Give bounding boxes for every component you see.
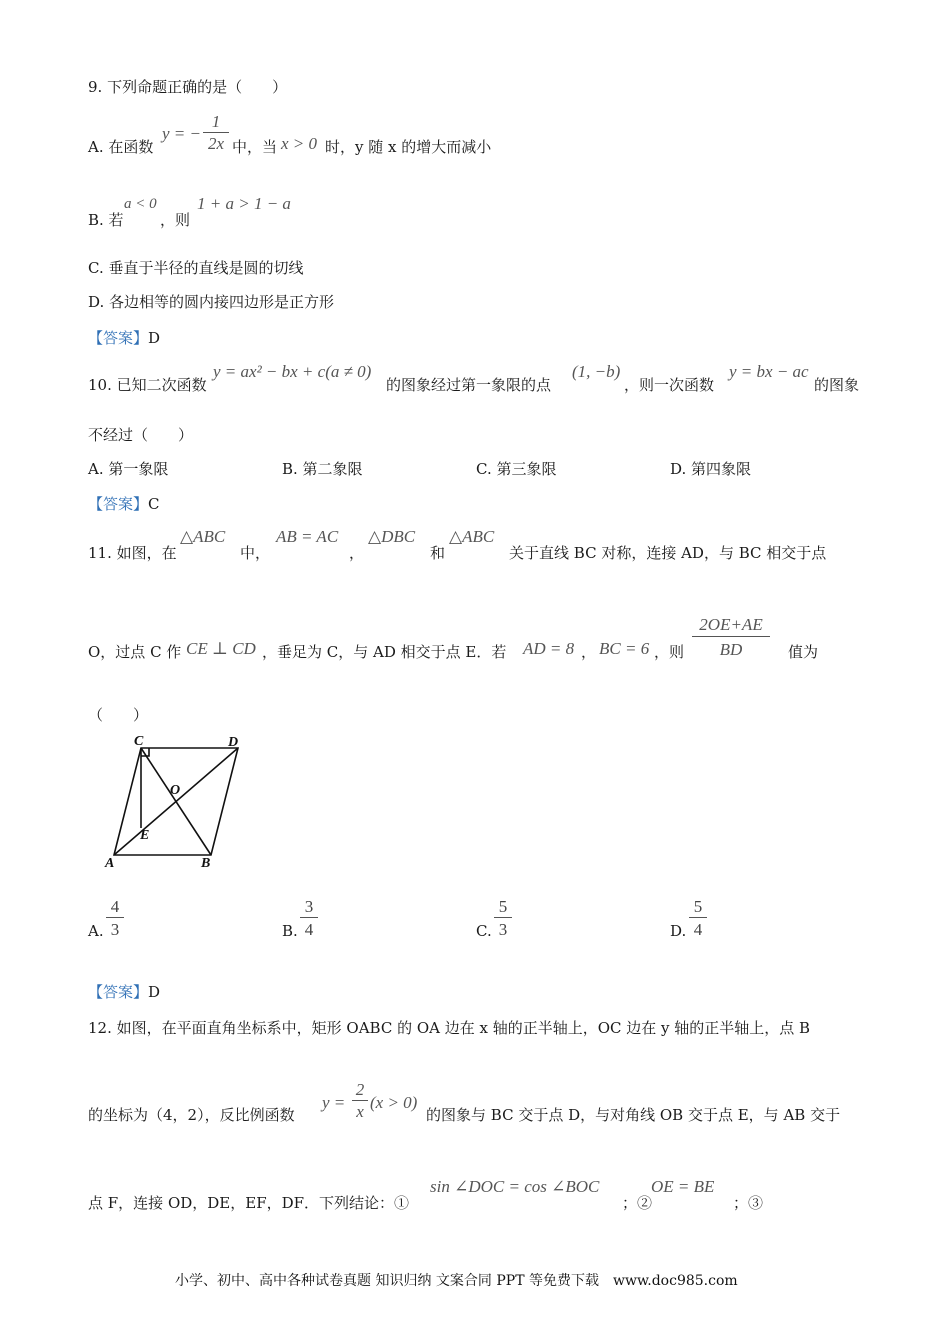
q10-option-c: C. 第三象限 [476, 460, 557, 478]
q11-answer-tag: 【答案】 [88, 983, 149, 1001]
q12-func-den: x [356, 1102, 364, 1121]
q9-answer-value: D [148, 329, 161, 347]
q11-triangle-abc-1: △ABC [180, 527, 226, 546]
label-d: D [228, 735, 239, 750]
q11-line1-p1: 11. 如图，在 [88, 544, 177, 562]
q11-option-c-num: 5 [494, 896, 512, 918]
q11-option-d-num: 5 [689, 896, 707, 918]
q12-line2-suffix: 的图象与 BC 交于点 D，与对角线 OB 交于点 E，与 AB 交于 [426, 1106, 841, 1124]
q10-point: (1, −b) [572, 362, 621, 381]
label-o: O [170, 783, 181, 798]
q12-func-condition: (x > 0) [370, 1093, 418, 1112]
q11-ratio-denominator: BD [719, 640, 743, 659]
q12-conclusion-2: OE = BE [651, 1177, 715, 1196]
q11-ad-eq-8: AD = 8 [523, 639, 575, 658]
q11-option-a-num: 4 [106, 896, 124, 918]
q11-option-a-label: A. [88, 922, 104, 940]
q11-figure [100, 735, 260, 870]
q12-line3-suffix: ；③ [733, 1194, 764, 1212]
q11-option-c-label: C. [476, 922, 492, 940]
q9-option-b-prefix: B. 若 [88, 211, 124, 229]
q9-option-a-suffix: 时，y 随 x 的增大而减小 [325, 138, 492, 156]
q10-stem-line2: 不经过（ ） [88, 426, 194, 444]
label-c: C [134, 735, 144, 749]
q9-option-a-frac-den: 2x [207, 134, 225, 153]
q9-option-c: C. 垂直于半径的直线是圆的切线 [88, 259, 304, 277]
q10-stem-prefix: 10. 已知二次函数 [88, 376, 207, 394]
q11-option-b-den: 4 [304, 920, 314, 939]
q9-option-a-frac-num: 1 [203, 112, 229, 133]
q12-func-fraction [352, 1080, 368, 1123]
q10-stem-suffix: 的图象 [814, 376, 860, 394]
q12-line2-prefix: 的坐标为（4，2），反比例函数 [88, 1106, 295, 1124]
label-e: E [140, 828, 150, 843]
q9-answer-tag: 【答案】 [88, 329, 149, 347]
q12-line3-prefix: 点 F，连接 OD，DE，EF，DF．下列结论：① [88, 1194, 410, 1212]
q10-stem-mid2: ，则一次函数 [624, 376, 715, 394]
q9-stem: 9. 下列命题正确的是（ ） [88, 78, 288, 96]
q11-ratio-fraction [692, 614, 770, 663]
q11-line2-p1: O，过点 C 作 [88, 643, 182, 661]
q9-option-d: D. 各边相等的圆内接四边形是正方形 [88, 293, 335, 311]
q11-line1-p3: ， [349, 544, 365, 562]
q10-answer-tag: 【答案】 [88, 495, 149, 513]
q10-stem-mid: 的图象经过第一象限的点 [386, 376, 552, 394]
q11-bc-eq-6: BC = 6 [599, 639, 650, 658]
q9-option-b-condition: a < 0 [124, 196, 157, 212]
q11-line2-p3: ， [581, 643, 597, 661]
q9-option-a-condition: x > 0 [281, 134, 318, 153]
q10-quadratic-function: y = ax² − bx + c(a ≠ 0) [213, 362, 372, 381]
q11-option-a-fraction [106, 896, 124, 941]
q9-option-a-math-lhs: y = − [162, 124, 201, 143]
q11-option-b-label: B. [282, 922, 298, 940]
q11-line1-p5: 关于直线 BC 对称，连接 AD，与 BC 相交于点 [509, 544, 827, 562]
q9-option-b-mid: ，则 [160, 211, 191, 229]
q11-line2-p2: ，垂足为 C，与 AD 相交于点 E．若 [262, 643, 507, 661]
q11-ab-eq-ac: AB = AC [276, 527, 339, 546]
q12-conclusion-1: sin ∠DOC = cos ∠BOC [430, 1177, 600, 1196]
q12-line1: 12. 如图，在平面直角坐标系中，矩形 OABC 的 OA 边在 x 轴的正半轴上，OC 边在 y 轴的正半轴上，点 B [88, 1019, 811, 1037]
q9-answer [88, 327, 160, 348]
q11-answer-value: D [148, 983, 161, 1001]
q11-triangle-dbc: △DBC [368, 527, 416, 546]
q11-line1-p2: 中， [240, 544, 271, 562]
q9-option-a-mid: 中，当 [232, 138, 278, 156]
q9-option-a-fraction [203, 112, 229, 155]
q12-func-lhs: y = [322, 1093, 346, 1112]
q10-option-a: A. 第一象限 [88, 460, 169, 478]
q11-ratio-numerator: 2OE+AE [692, 614, 770, 637]
q11-line2-p5: 值为 [788, 643, 819, 661]
q11-option-d-den: 4 [693, 920, 703, 939]
q11-option-d-label: D. [670, 922, 687, 940]
page-footer: 小学、初中、高中各种试卷真题 知识归纳 文案合同 PPT 等免费下载 www.doc985.com [175, 1273, 738, 1289]
q11-option-b-num: 3 [300, 896, 318, 918]
q9-option-b-conclusion: 1 + a > 1 − a [197, 194, 291, 213]
q10-answer-value: C [148, 495, 160, 513]
q11-answer [88, 981, 160, 1002]
q11-option-c-den: 3 [498, 920, 508, 939]
q11-line1-p4: 和 [430, 544, 446, 562]
q11-option-d-fraction [689, 896, 707, 941]
q11-option-c-fraction [494, 896, 512, 941]
q12-line3-mid: ；② [622, 1194, 653, 1212]
q11-perpendicular: CE ⊥ CD [186, 639, 256, 658]
q11-triangle-abc-2: △ABC [449, 527, 495, 546]
q11-option-a-den: 3 [110, 920, 120, 939]
q11-paren: （ ） [88, 706, 149, 724]
q10-option-d: D. 第四象限 [670, 460, 752, 478]
q10-answer [88, 493, 160, 514]
q9-option-a-prefix: A. 在函数 [88, 138, 154, 156]
q10-linear-function: y = bx − ac [729, 362, 809, 381]
label-b: B [201, 856, 211, 870]
q10-option-b: B. 第二象限 [282, 460, 363, 478]
segment-cb [141, 748, 211, 855]
q11-line2-p4: ，则 [654, 643, 685, 661]
q12-func-num: 2 [352, 1080, 368, 1101]
q11-option-b-fraction [300, 896, 318, 941]
label-a: A [105, 856, 115, 870]
